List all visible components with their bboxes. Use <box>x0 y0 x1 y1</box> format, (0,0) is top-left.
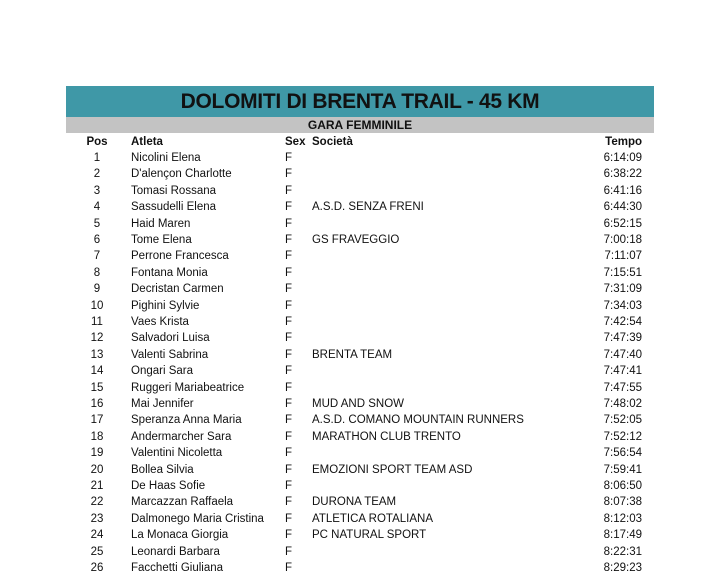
cell-sex: F <box>285 480 293 492</box>
cell-sex: F <box>285 250 293 263</box>
table-row <box>0 183 724 199</box>
cell-athlete: Valenti Sabrina <box>131 348 209 361</box>
table-row <box>0 281 724 297</box>
cell-athlete: Speranza Anna Maria <box>131 414 242 427</box>
cell-club: MUD AND SNOW <box>312 398 404 410</box>
cell-sex: F <box>285 168 293 181</box>
table-row <box>0 330 724 346</box>
header-club: Società <box>312 136 353 148</box>
table-row <box>0 150 724 166</box>
cell-time: 6:52:15 <box>603 217 642 230</box>
cell-time: 6:38:22 <box>603 168 642 181</box>
cell-athlete: Leonardi Barbara <box>131 545 220 558</box>
cell-athlete: Bollea Silvia <box>131 463 194 476</box>
cell-time: 8:07:38 <box>603 496 642 509</box>
cell-time: 7:56:54 <box>603 447 642 460</box>
header-pos: Pos <box>86 136 108 148</box>
cell-athlete: Decristan Carmen <box>131 283 224 296</box>
cell-sex: F <box>285 463 293 476</box>
cell-sex: F <box>285 332 293 345</box>
cell-time: 7:52:05 <box>603 414 642 427</box>
cell-sex: F <box>285 299 293 312</box>
cell-pos: 15 <box>90 381 104 394</box>
cell-athlete: Facchetti Giuliana <box>131 562 224 574</box>
cell-pos: 14 <box>90 365 104 378</box>
cell-sex: F <box>285 545 293 558</box>
table-row <box>0 248 724 264</box>
cell-sex: F <box>285 266 293 279</box>
table-row <box>0 298 724 314</box>
cell-time: 8:22:31 <box>603 545 642 558</box>
cell-athlete: Marcazzan Raffaela <box>131 496 234 509</box>
cell-club: GS FRAVEGGIO <box>312 234 400 246</box>
header-time: Tempo <box>605 136 642 148</box>
cell-sex: F <box>285 562 293 574</box>
cell-athlete: Tomasi Rossana <box>131 184 217 197</box>
cell-athlete: Perrone Francesca <box>131 250 229 263</box>
cell-athlete: Haid Maren <box>131 217 191 230</box>
cell-club: A.S.D. COMANO MOUNTAIN RUNNERS <box>312 414 524 427</box>
cell-pos: 5 <box>93 217 101 230</box>
cell-sex: F <box>285 201 293 214</box>
cell-time: 8:06:50 <box>603 480 642 492</box>
cell-pos: 3 <box>93 184 101 197</box>
table-row <box>0 412 724 428</box>
cell-time: 7:34:03 <box>603 299 642 312</box>
table-row <box>0 478 724 494</box>
cell-time: 7:11:07 <box>604 250 642 263</box>
cell-pos: 19 <box>90 447 104 460</box>
table-row <box>0 445 724 461</box>
cell-sex: F <box>285 316 293 328</box>
cell-pos: 12 <box>90 332 104 345</box>
cell-time: 7:48:02 <box>603 398 642 410</box>
table-row <box>0 347 724 363</box>
cell-club: DURONA TEAM <box>312 496 397 509</box>
cell-sex: F <box>285 283 293 296</box>
cell-sex: F <box>285 184 293 197</box>
cell-pos: 23 <box>90 512 104 525</box>
cell-athlete: Dalmonego Maria Cristina <box>131 512 264 525</box>
cell-time: 7:47:55 <box>603 381 642 394</box>
cell-pos: 18 <box>90 430 104 443</box>
cell-time: 7:42:54 <box>603 316 642 328</box>
table-row <box>0 429 724 445</box>
cell-time: 6:41:16 <box>603 184 642 197</box>
cell-sex: F <box>285 152 293 164</box>
cell-athlete: Pighini Sylvie <box>131 299 200 312</box>
cell-time: 7:00:18 <box>603 234 642 246</box>
table-row <box>0 265 724 281</box>
cell-athlete: Ongari Sara <box>131 365 194 378</box>
cell-pos: 20 <box>90 463 104 476</box>
cell-club: ATLETICA ROTALIANA <box>312 512 433 525</box>
cell-athlete: Sassudelli Elena <box>131 201 217 214</box>
cell-sex: F <box>285 430 293 443</box>
table-row <box>0 560 724 576</box>
cell-sex: F <box>285 234 293 246</box>
cell-athlete: D'alençon Charlotte <box>131 168 232 181</box>
cell-sex: F <box>285 381 293 394</box>
table-header <box>0 134 724 150</box>
cell-club: MARATHON CLUB TRENTO <box>312 430 461 443</box>
cell-pos: 2 <box>93 168 101 181</box>
cell-sex: F <box>285 447 293 460</box>
table-row <box>0 462 724 478</box>
header-athlete: Atleta <box>131 136 163 148</box>
table-row <box>0 380 724 396</box>
cell-time: 7:47:40 <box>603 348 642 361</box>
cell-athlete: La Monaca Giorgia <box>131 529 229 542</box>
header-sex: Sex <box>285 136 306 148</box>
cell-pos: 22 <box>90 496 104 509</box>
cell-pos: 26 <box>90 562 104 574</box>
table-row <box>0 527 724 543</box>
cell-sex: F <box>285 398 293 410</box>
cell-athlete: Mai Jennifer <box>131 398 194 410</box>
table-row <box>0 363 724 379</box>
table-row <box>0 216 724 232</box>
cell-athlete: Valentini Nicoletta <box>131 447 223 460</box>
cell-pos: 7 <box>93 250 101 263</box>
cell-club: BRENTA TEAM <box>312 348 393 361</box>
cell-pos: 8 <box>93 266 101 279</box>
cell-time: 6:44:30 <box>603 201 642 214</box>
cell-time: 6:14:09 <box>603 152 642 164</box>
cell-time: 7:47:41 <box>603 365 642 378</box>
table-row <box>0 314 724 330</box>
table-row <box>0 396 724 412</box>
cell-sex: F <box>285 365 293 378</box>
table-row <box>0 511 724 527</box>
cell-club: A.S.D. SENZA FRENI <box>312 201 424 214</box>
cell-pos: 11 <box>91 316 103 328</box>
cell-time: 8:17:49 <box>603 529 642 542</box>
table-row <box>0 544 724 560</box>
table-row <box>0 199 724 215</box>
race-title: DOLOMITI DI BRENTA TRAIL - 45 KM <box>66 86 654 117</box>
cell-club: PC NATURAL SPORT <box>312 529 427 542</box>
cell-athlete: Nicolini Elena <box>131 152 201 164</box>
cell-athlete: Fontana Monia <box>131 266 208 279</box>
cell-time: 7:47:39 <box>603 332 642 345</box>
cell-pos: 13 <box>90 348 104 361</box>
race-category: GARA FEMMINILE <box>66 117 654 133</box>
cell-sex: F <box>285 496 293 509</box>
cell-time: 8:29:23 <box>603 562 642 574</box>
cell-time: 8:12:03 <box>603 512 642 525</box>
cell-athlete: Salvadori Luisa <box>131 332 210 345</box>
cell-sex: F <box>285 414 293 427</box>
cell-time: 7:52:12 <box>603 430 642 443</box>
cell-athlete: Ruggeri Mariabeatrice <box>131 381 245 394</box>
cell-time: 7:15:51 <box>603 266 642 279</box>
cell-time: 7:31:09 <box>603 283 642 296</box>
cell-pos: 1 <box>93 152 101 164</box>
cell-club: EMOZIONI SPORT TEAM ASD <box>312 463 473 476</box>
table-row <box>0 494 724 510</box>
cell-athlete: Tome Elena <box>131 234 192 246</box>
cell-sex: F <box>285 217 293 230</box>
cell-time: 7:59:41 <box>603 463 642 476</box>
cell-pos: 10 <box>90 299 104 312</box>
cell-pos: 16 <box>90 398 104 410</box>
cell-pos: 24 <box>90 529 104 542</box>
cell-athlete: Vaes Krista <box>131 316 189 328</box>
cell-pos: 21 <box>90 480 104 492</box>
cell-pos: 25 <box>90 545 104 558</box>
cell-pos: 17 <box>90 414 104 427</box>
cell-pos: 4 <box>93 201 101 214</box>
cell-sex: F <box>285 529 293 542</box>
cell-pos: 9 <box>93 283 101 296</box>
cell-sex: F <box>285 512 293 525</box>
table-row <box>0 232 724 248</box>
cell-athlete: De Haas Sofie <box>131 480 206 492</box>
table-row <box>0 166 724 182</box>
cell-pos: 6 <box>93 234 101 246</box>
cell-sex: F <box>285 348 293 361</box>
cell-athlete: Andermarcher Sara <box>131 430 232 443</box>
